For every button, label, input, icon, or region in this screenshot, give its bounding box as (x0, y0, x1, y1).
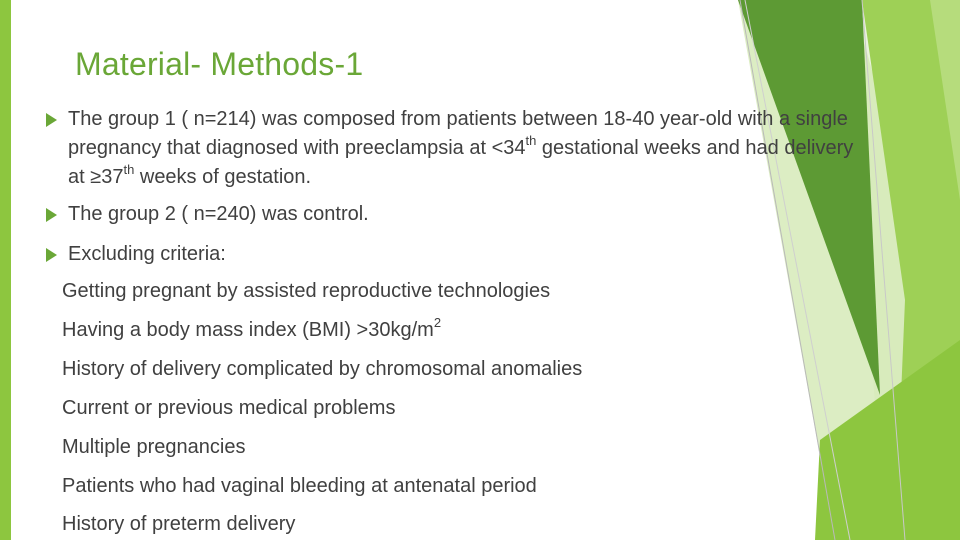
criterion-vaginal-bleeding: Patients who had vaginal bleeding at antenatal period (62, 475, 537, 497)
left-accent-bar (0, 0, 11, 540)
bullet-arrow-icon (46, 248, 57, 262)
criterion-chromosomal-anomalies: History of delivery complicated by chromosomal anomalies (62, 358, 583, 380)
criterion-bmi: Having a body mass index $(BMI) >30kg/m^2$ (62, 315, 442, 341)
bullet-excluding-criteria (46, 240, 868, 269)
criterion-assisted-reproduction: Getting pregnant by assisted reproductive technologies (62, 280, 551, 302)
bullet-text-excluding: Excluding criteria: (68, 243, 226, 265)
bullet-group-1 (46, 105, 868, 192)
criterion-multiple-pregnancies: Multiple pregnancies (62, 436, 246, 458)
bullet-arrow-icon (46, 208, 57, 222)
bullet-text-group-2: The group 2 ( n=240) was control. (68, 203, 369, 225)
bullet-group-2 (46, 200, 868, 229)
bullet-text-group-1: The group 1 ( n=214) was composed from patients between 18-40 year-old with a single pregnancy that diagnosed with preeclampsia at <34th gestational weeks and had delivery at ≥37th weeks of gestation. (68, 108, 854, 188)
criterion-preterm-delivery: History of preterm delivery (62, 513, 296, 535)
criterion-medical-problems: Current or previous medical problems (62, 397, 396, 419)
slide-title: Material- Methods-1 (75, 46, 364, 82)
bullet-arrow-icon (46, 113, 57, 127)
